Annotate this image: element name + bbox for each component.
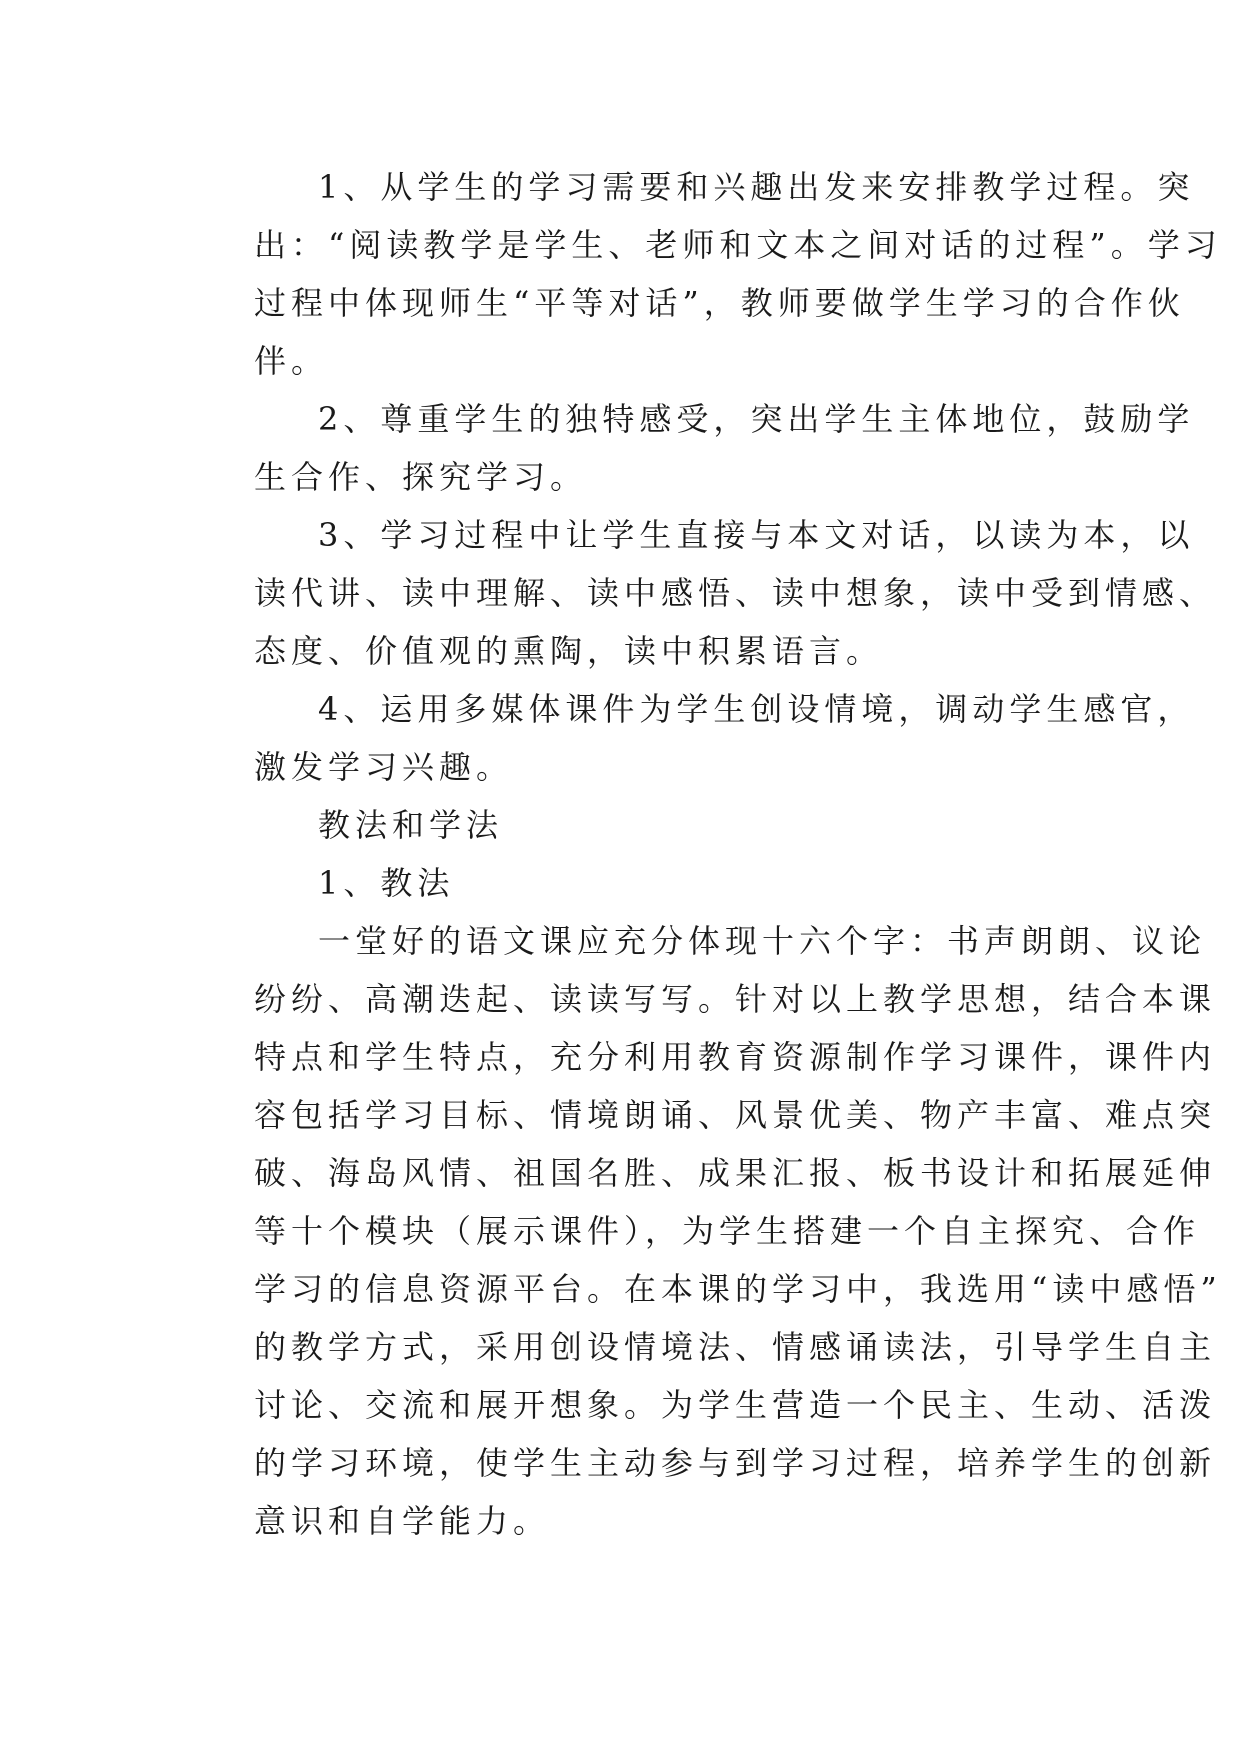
- text-line: 一堂好的语文课应充分体现十六个字：书声朗朗、议论: [318, 922, 1207, 960]
- text-line: 激发学习兴趣。: [254, 748, 514, 786]
- text-line: 3、学习过程中让学生直接与本文对话，以读为本，以: [318, 516, 1195, 554]
- text-line: 讨论、交流和展开想象。为学生营造一个民主、生动、活泼: [254, 1386, 1217, 1424]
- text-line: 破、海岛风情、祖国名胜、成果汇报、板书设计和拓展延伸: [254, 1154, 1217, 1192]
- text-line: 生合作、探究学习。: [254, 458, 588, 496]
- text-line: 态度、价值观的熏陶，读中积累语言。: [254, 632, 884, 670]
- text-line: 的学习环境，使学生主动参与到学习过程，培养学生的创新: [254, 1444, 1217, 1482]
- text-line: 等十个模块（展示课件），为学生搭建一个自主探究、合作: [254, 1212, 1201, 1250]
- text-line: 过程中体现师生“平等对话”，教师要做学生学习的合作伙: [254, 284, 1185, 322]
- text-line: 1、从学生的学习需要和兴趣出发来安排教学过程。突: [318, 168, 1195, 206]
- text-line: 的教学方式，采用创设情境法、情感诵读法，引导学生自主: [254, 1328, 1217, 1366]
- subsection-heading: 1、教法: [318, 864, 455, 902]
- text-line: 意识和自学能力。: [254, 1502, 551, 1540]
- text-line: 伴。: [254, 342, 329, 380]
- paragraph-1: [190, 158, 1222, 390]
- text-line: 容包括学习目标、情境朗诵、风景优美、物产丰富、难点突: [254, 1096, 1217, 1134]
- paragraph-4: [190, 680, 1195, 796]
- document-body: [190, 158, 1222, 1550]
- text-line: 2、尊重学生的独特感受，突出学生主体地位，鼓励学: [318, 400, 1195, 438]
- text-line: 纷纷、高潮迭起、读读写写。针对以上教学思想，结合本课: [254, 980, 1217, 1018]
- text-line: 4、运用多媒体课件为学生创设情境，调动学生感官，: [318, 690, 1195, 728]
- section-heading-methods: [190, 796, 1062, 854]
- paragraph-7: [190, 912, 1222, 1550]
- text-line: 读代讲、读中理解、读中感悟、读中想象，读中受到情感、: [254, 574, 1217, 612]
- paragraph-2: [190, 390, 1195, 506]
- text-line: 出：“阅读教学是学生、老师和文本之间对话的过程”。学习: [254, 226, 1222, 264]
- paragraph-3: [190, 506, 1217, 680]
- text-line: 特点和学生特点，充分利用教育资源制作学习课件，课件内: [254, 1038, 1217, 1076]
- section-heading: 教法和学法: [318, 806, 504, 844]
- subsection-heading-teaching: [190, 854, 1062, 912]
- text-line: 学习的信息资源平台。在本课的学习中，我选用“读中感悟”: [254, 1270, 1222, 1308]
